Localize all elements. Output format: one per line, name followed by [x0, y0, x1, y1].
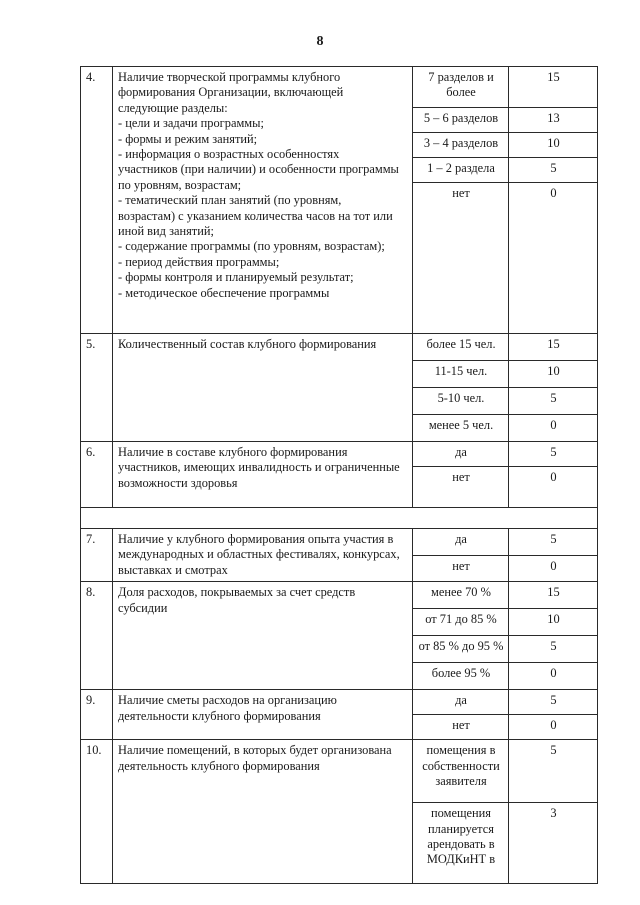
description-line: возрастам) с указанием количества часов на тот или: [118, 208, 393, 223]
table-row: [81, 67, 598, 108]
table-row: [81, 334, 598, 361]
option-label: от 71 до 85 %: [413, 609, 509, 636]
page-number: 8: [316, 34, 324, 49]
option-points: 0: [509, 663, 598, 690]
description-line: по уровням, возрастам;: [118, 177, 242, 192]
criterion-number: 10.: [81, 740, 113, 884]
option-label: да: [413, 529, 509, 556]
option-points: 3: [509, 803, 598, 884]
description-line: Наличие сметы расходов на организацию: [118, 693, 337, 708]
option-points: 10: [509, 361, 598, 388]
option-label: 5-10 чел.: [413, 388, 509, 415]
option-label: да: [413, 690, 509, 715]
description-line: деятельность клубного формирования: [118, 758, 320, 773]
option-label: нет: [413, 555, 509, 582]
description-line: формирования Организации, включающей: [118, 85, 344, 100]
option-points: 15: [509, 334, 598, 361]
description-line: - тематический план занятий (по уровням,: [118, 193, 342, 208]
criterion-number: 8.: [81, 582, 113, 690]
option-label: помещения в собственности заявителя: [413, 740, 509, 803]
criterion-description: [113, 529, 413, 582]
option-points: 0: [509, 555, 598, 582]
option-label: нет: [413, 467, 509, 508]
criterion-number: 9.: [81, 690, 113, 740]
row-spacer: [81, 508, 598, 529]
option-points: 5: [509, 690, 598, 715]
description-line: - методическое обеспечение программы: [118, 285, 330, 300]
criterion-description: [113, 334, 413, 442]
criterion-description: [113, 690, 413, 740]
criterion-description: [113, 582, 413, 690]
option-label: более 95 %: [413, 663, 509, 690]
description-line: - формы контроля и планируемый результат;: [118, 270, 354, 285]
option-points: 0: [509, 715, 598, 740]
table-row: [81, 690, 598, 715]
description-line: - цели и задачи программы;: [118, 116, 264, 131]
option-label: более 15 чел.: [413, 334, 509, 361]
description-line: выставках и смотрах: [118, 562, 228, 577]
option-points: 10: [509, 609, 598, 636]
criterion-number: 7.: [81, 529, 113, 582]
table-row: [81, 442, 598, 467]
description-line: иной вид занятий;: [118, 224, 214, 239]
option-label: от 85 % до 95 %: [413, 636, 509, 663]
option-points: 5: [509, 388, 598, 415]
description-line: - информация о возрастных особенностях: [118, 147, 340, 162]
description-line: субсидии: [118, 600, 168, 615]
criterion-description: [113, 67, 413, 334]
description-line: участников (при наличии) и особенности программы: [118, 162, 399, 177]
description-line: Количественный состав клубного формирования: [118, 337, 377, 351]
description-line: Наличие у клубного формирования опыта участия в: [118, 532, 394, 546]
option-points: 5: [509, 636, 598, 663]
description-line: - содержание программы (по уровням, возрастам);: [118, 239, 385, 254]
description-line: возможности здоровья: [118, 475, 238, 490]
description-line: Доля расходов, покрываемых за счет средств: [118, 585, 356, 600]
option-label: менее 5 чел.: [413, 415, 509, 442]
option-points: 5: [509, 740, 598, 803]
option-points: 13: [509, 108, 598, 133]
criterion-number: 4.: [81, 67, 113, 334]
criteria-table: [80, 66, 598, 884]
description-line: - период действия программы;: [118, 254, 280, 269]
option-points: 15: [509, 582, 598, 609]
option-label: 3 – 4 разделов: [413, 133, 509, 158]
description-line: участников, имеющих инвалидность и ограниченные: [118, 460, 400, 475]
option-label: нет: [413, 183, 509, 334]
option-label: менее 70 %: [413, 582, 509, 609]
option-points: 5: [509, 442, 598, 467]
description-line: деятельности клубного формирования: [118, 708, 321, 723]
criterion-description: [113, 740, 413, 884]
option-points: 0: [509, 183, 598, 334]
option-points: 5: [509, 158, 598, 183]
criterion-number: 6.: [81, 442, 113, 508]
description-line: Наличие помещений, в которых будет организована: [118, 743, 392, 758]
table-row: [81, 740, 598, 803]
option-label: 7 разделов и более: [413, 67, 509, 108]
option-points: 15: [509, 67, 598, 108]
option-points: 0: [509, 467, 598, 508]
option-label: 1 – 2 раздела: [413, 158, 509, 183]
option-label: 5 – 6 разделов: [413, 108, 509, 133]
option-label: 11-15 чел.: [413, 361, 509, 388]
description-line: Наличие в составе клубного формирования: [118, 445, 348, 459]
criterion-number: 5.: [81, 334, 113, 442]
option-points: 0: [509, 415, 598, 442]
option-points: 5: [509, 529, 598, 556]
option-label: помещения планируется арендовать в МОДКиНТ в: [413, 803, 509, 884]
table-row: [81, 529, 598, 556]
criterion-description: [113, 442, 413, 508]
description-line: международных и областных фестивалях, конкурсах,: [118, 547, 400, 562]
description-line: Наличие творческой программы клубного: [118, 70, 341, 84]
option-label: да: [413, 442, 509, 467]
option-points: 10: [509, 133, 598, 158]
option-label: нет: [413, 715, 509, 740]
description-line: - формы и режим занятий;: [118, 131, 258, 146]
table-row: [81, 582, 598, 609]
description-line: следующие разделы:: [118, 100, 228, 115]
